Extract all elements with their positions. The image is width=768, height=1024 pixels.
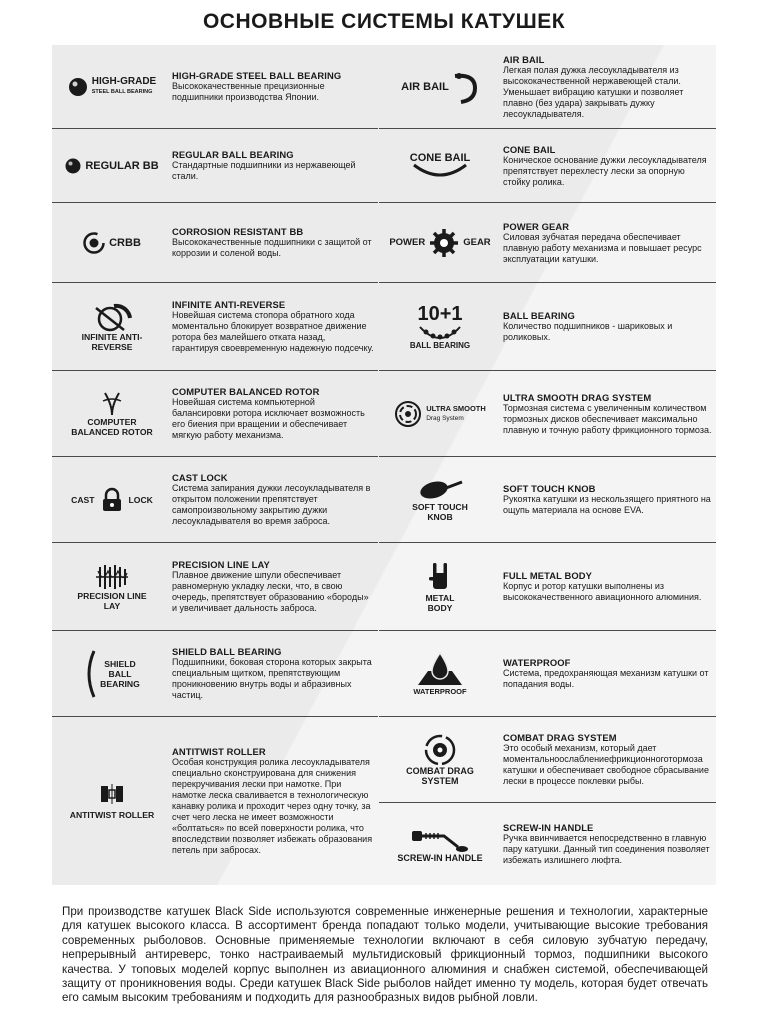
feature-antitwist	[52, 717, 378, 885]
feature-text: Ручка ввинчивается непосредственно в главную пару катушки. Данный тип соединения позволяет избежать излишнего люфта.	[503, 833, 710, 865]
steel-ball-icon	[68, 77, 88, 97]
feature-cast-lock	[52, 457, 378, 543]
feature-heading: BALL BEARING	[503, 310, 575, 321]
feature-line-lay	[52, 543, 378, 631]
feature-text: Высококачественные прецизионные подшипники производства Японии.	[172, 81, 325, 102]
feature-heading: SHIELD BALL BEARING	[172, 646, 282, 657]
feature-text: Система, предохраняющая механизм катушки от попадания воды.	[503, 668, 709, 689]
water-drop-icon	[412, 651, 468, 687]
feature-air-bail	[379, 45, 716, 129]
icon-label: SOFT TOUCH KNOB	[412, 501, 468, 522]
icon-label: METAL BODY	[425, 592, 455, 613]
feature-heading: REGULAR BALL BEARING	[172, 149, 294, 160]
air-bail-icon	[453, 70, 479, 104]
feature-anti-reverse	[52, 283, 378, 371]
feature-text: Подшипники, боковая сторона которых закрыта специальным щитком, препятствующим проникновению внутрь воды и абразивных частиц.	[172, 657, 372, 700]
bearing-count: 10+1	[417, 302, 463, 325]
icon-label: WATERPROOF	[413, 686, 467, 696]
feature-text: Легкая полая дужка лесоукладывателя из высококачественной нержавеющей стали. Уменьшает вибрацию катушки и позволяет плавно (без удара) закрывать дужку лесоукладывателя.	[503, 64, 684, 119]
icon-label-2: GEAR	[463, 236, 491, 248]
feature-text: Силовая зубчатая передача обеспечивает плавную работу механизма и повышает ресурс эксплуатации катушки.	[503, 231, 702, 264]
icon-label: POWER	[389, 236, 426, 248]
line-lay-icon	[94, 563, 130, 591]
feature-heading: SOFT TOUCH KNOB	[503, 483, 596, 494]
feature-waterproof	[379, 631, 716, 717]
feature-heading: CORROSION RESISTANT BB	[172, 226, 304, 237]
feature-text: Новейшая система компьютерной балансировки ротора исключает возможность его биения при вращении и обеспечивает мягкую работу механизма.	[172, 397, 365, 440]
cone-bail-icon	[412, 163, 468, 179]
feature-shield-bb	[52, 631, 378, 717]
metal-hand-icon	[428, 561, 452, 593]
page-title: ОСНОВНЫЕ СИСТЕМЫ КАТУШЕК	[202, 10, 566, 33]
feature-soft-touch	[379, 457, 716, 543]
anti-reverse-icon	[90, 302, 134, 332]
feature-power-gear	[379, 203, 716, 283]
feature-cone-bail	[379, 129, 716, 203]
icon-label: COMBAT DRAG SYSTEM	[406, 765, 474, 786]
feature-text: Коническое основание дужки лесоукладывателя препятствует перехлесту лески за опорную стойку ролика.	[503, 154, 707, 187]
feature-ultra-smooth-drag	[379, 371, 716, 457]
icon-label: AIR BAIL	[401, 80, 449, 93]
feature-heading: SCREW-IN HANDLE	[503, 822, 594, 833]
icon-label-2: LOCK	[128, 494, 153, 505]
icon-label: ANTITWIST ROLLER	[69, 810, 155, 820]
feature-text: Тормозная система с увеличенным количеством тормозных дисков обеспечивает максимально плавную и точную работу фрикционного тормоза.	[503, 402, 712, 435]
icon-label: REGULAR BB	[85, 159, 159, 172]
feature-screw-in-handle	[379, 803, 716, 885]
feature-heading: INFINITE ANTI-REVERSE	[172, 299, 286, 310]
feature-heading: ULTRA SMOOTH DRAG SYSTEM	[503, 391, 652, 403]
icon-sublabel: STEEL BALL BEARING	[91, 88, 153, 95]
feature-heading: PRECISION LINE LAY	[172, 559, 270, 570]
feature-text: Высококачественные подшипники с защитой от коррозии и соленой воды.	[172, 237, 372, 258]
roller-icon	[99, 782, 125, 806]
feature-heading: WATERPROOF	[503, 657, 571, 668]
icon-label: COMPUTER BALANCED ROTOR	[71, 416, 153, 437]
feature-text: Это особый механизм, который дает моментальноослаблениефрикционноготормоза катушки и обеспечивает свободное сбрасывание лески в процессе поклевки рыбы.	[503, 743, 709, 786]
feature-heading: CONE BAIL	[503, 143, 556, 155]
bearing-count-icon	[418, 325, 462, 341]
icon-sublabel: Drag System	[426, 414, 464, 422]
feature-text: Количество подшипников - шариковых и роликовых.	[503, 321, 673, 342]
feature-text: Рукоятка катушки из нескользящего приятного на ощупь материала на основе EVA.	[503, 494, 711, 515]
feature-balanced-rotor	[52, 371, 378, 457]
feature-heading: POWER GEAR	[503, 220, 570, 232]
lock-icon	[99, 487, 125, 513]
feature-metal-body	[379, 543, 716, 631]
icon-label: CONE BAIL	[409, 151, 471, 164]
feature-text: Стандартные подшипники из нержавеющей стали.	[172, 160, 356, 181]
icon-label: CAST	[71, 494, 95, 505]
combat-drag-icon	[424, 734, 456, 766]
ball-icon	[65, 158, 81, 174]
rotor-icon	[101, 391, 123, 417]
gear-icon	[429, 228, 459, 258]
icon-label: HIGH-GRADE	[91, 75, 157, 87]
icon-label: ULTRA SMOOTH	[426, 403, 486, 413]
drag-icon	[394, 400, 422, 428]
icon-label: SCREW-IN HANDLE	[397, 853, 483, 863]
feature-combat-drag	[379, 717, 716, 803]
feature-text: Особая конструкция ролика лесоукладывателя специально сконструирована для снижения перекручивания лески при намотке. При намотке леска сваливается в технологическую канавку ролика и проходит через одну точку, за счет чего леска не имеет возможности «болтаться» по всей поверхности ролика, что впоследствии позволяет избежать образования петель при забросах.	[172, 757, 373, 855]
feature-heading: AIR BAIL	[503, 53, 545, 65]
shield-icon	[82, 649, 96, 699]
knob-icon	[416, 478, 464, 502]
crbb-icon	[83, 232, 105, 254]
feature-crbb	[52, 203, 378, 283]
feature-heading: COMPUTER BALANCED ROTOR	[172, 386, 320, 397]
feature-heading: HIGH-GRADE STEEL BALL BEARING	[172, 70, 342, 81]
feature-regular-bb	[52, 129, 378, 203]
feature-text: Система запирания дужки лесоукладывателя в открытом положении препятствует самопроизвольному закрытию дужки лесоукладывателя во время заброса.	[172, 483, 371, 526]
icon-label: BALL BEARING	[409, 340, 471, 350]
feature-text: Новейшая система стопора обратного хода моментально блокирует возвратное движение ротора без малейшего отката назад, гарантируя своевременную надежную подсечку.	[172, 310, 374, 353]
features-panel	[52, 45, 716, 885]
icon-label: CRBB	[109, 236, 141, 249]
feature-text: Корпус и ротор катушки выполнены из высококачественного авиационного алюминия.	[503, 581, 702, 602]
feature-text: Плавное движение шпули обеспечивает равномерную укладку лески, что, в свою очередь, препятствует образованию «бороды» и увеличивает дальность заброса.	[172, 570, 369, 613]
handle-icon	[410, 825, 470, 853]
icon-label: INFINITE ANTI-REVERSE	[81, 331, 143, 352]
icon-label: PRECISION LINE LAY	[77, 590, 147, 611]
icon-label: SHIELD BALL BEARING	[100, 658, 140, 689]
feature-heading: FULL METAL BODY	[503, 570, 592, 581]
description-paragraph: При производстве катушек Black Side используются современные инженерные решения и технологии, характерные для катушек высокого класса. В ассортимент бренда попадают только модели, учитывающие высокие требования современных рыболовов. Основные применяемые технологии включают в себя силовую зубчатую передачу, непрерывный антиреверс, тонко настраиваемый мультидисковый фрикционный тормоз, подшипники высокого качества. У топовых моделей корпус выполнен из авиационного алюминия и снабжен системой, обеспечивающей защиту от проникновения воды. Среди катушек Black Side рыболов найдет именно ту модель, которая будет отвечать его самым высоким требованиям и подходить для разнообразных видов рыбной ловли.	[62, 905, 708, 1005]
feature-heading: CAST LOCK	[172, 472, 228, 483]
feature-heading: COMBAT DRAG SYSTEM	[503, 732, 617, 743]
feature-ball-bearing	[379, 283, 716, 371]
feature-high-grade	[52, 45, 378, 129]
feature-heading: ANTITWIST ROLLER	[172, 746, 266, 757]
